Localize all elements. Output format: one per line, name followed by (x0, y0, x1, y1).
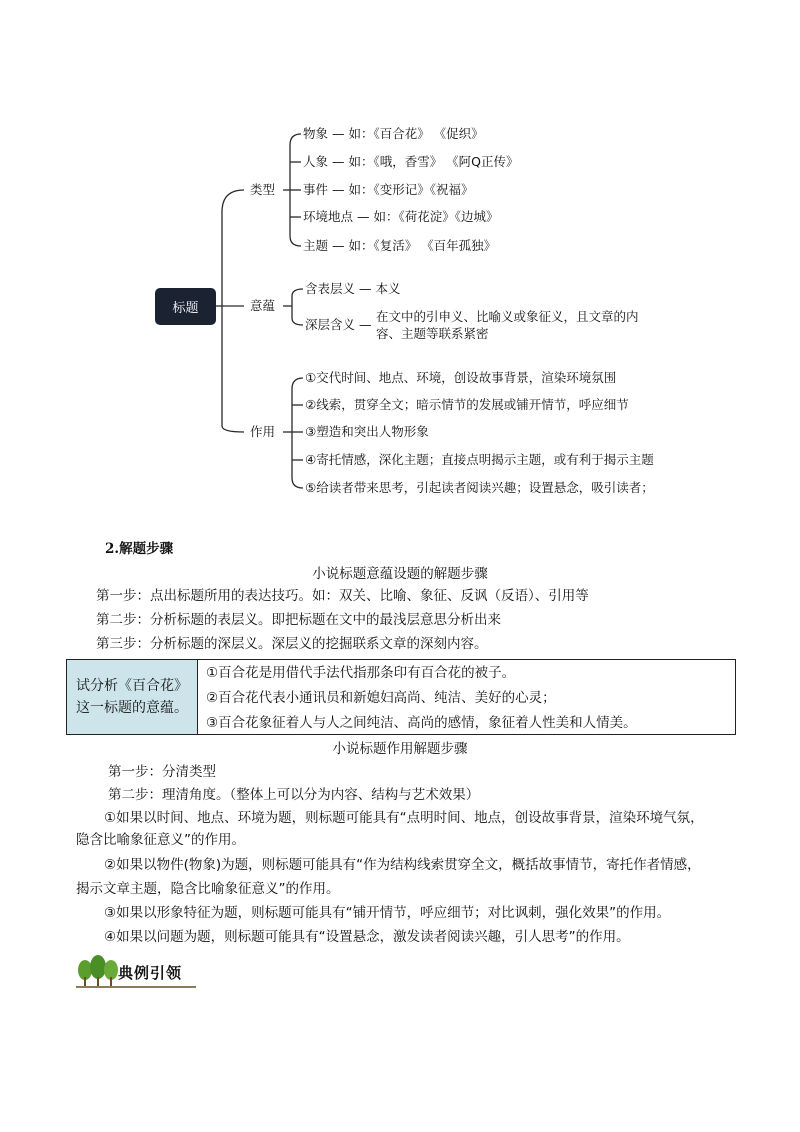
function-item: ②线索，贯穿全文；暗示情节的发展或铺开情节，呼应细节 (305, 397, 629, 412)
paragraph-line: ①如果以时间、地点、环境为题，则标题可能具有“点明时间、地点，创设故事背景，渲染环境气氛， (104, 810, 704, 826)
table-question-line: 这一标题的意蕴。 (76, 700, 188, 716)
table-question-cell (67, 660, 198, 734)
type-item: 人象 — 如：《哦，香雪》 《阿Q正传》 (303, 154, 519, 169)
banner-label: 典例引领 (118, 964, 183, 982)
function-item: ①交代时间、地点、环境，创设故事背景，渲染环境氛围 (305, 370, 617, 385)
section-heading: 2.解题步骤 (105, 541, 174, 557)
type-item: 事件 — 如：《变形记》《祝福》 (303, 182, 474, 197)
paragraph-line: 揭示文章主题，隐含比喻象征意义”的作用。 (76, 881, 340, 897)
step-line: 第一步：分清类型 (108, 764, 216, 780)
section-title-meaning: 小说标题意蕴设题的解题步骤 (312, 566, 488, 582)
type-item: 物象 — 如：《百合花》 《促织》 (303, 126, 484, 141)
meaning-item-surface: 含表层义 — 本义 (305, 281, 401, 296)
meaning-deep-detail: 在文中的引申义、比喻义或象征义，且文章的内 (376, 309, 639, 324)
table-answer-cell (198, 660, 735, 734)
example-table (66, 659, 736, 735)
step-line: 第二步：理清角度。（整体上可以分为内容、结构与艺术效果） (108, 787, 480, 803)
table-answer-line: ③百合花象征着人与人之间纯洁、高尚的感情，象征着人性美和人情美。 (206, 715, 637, 731)
function-item: ⑤给读者带来思考，引起读者阅读兴趣；设置悬念，吸引读者； (305, 480, 654, 495)
paragraph-line: ③如果以形象特征为题，则标题可能具有“铺开情节，呼应细节；对比讽刺，强化效果”的作用。 (104, 905, 671, 921)
branch-meaning: 意蕴 (250, 298, 276, 313)
table-answer-line: ①百合花是用借代手法代指那条印有百合花的被子。 (206, 665, 516, 681)
type-item: 环境地点 — 如：《荷花淀》《边城》 (303, 209, 499, 224)
step-line: 第二步：分析标题的表层义。即把标题在文中的最浅层意思分析出来 (96, 612, 501, 628)
function-item: ④寄托情感，深化主题；直接点明揭示主题，或有利于揭示主题 (305, 452, 654, 467)
section-title-function: 小说标题作用解题步骤 (332, 741, 468, 757)
table-answer-line: ②百合花代表小通讯员和新媳妇高尚、纯洁、美好的心灵； (206, 690, 556, 706)
function-item: ③塑造和突出人物形象 (305, 424, 429, 439)
mindmap-root: 标题 (155, 288, 216, 325)
paragraph-line: 隐含比喻象征意义”的作用。 (76, 832, 245, 848)
meaning-deep-detail: 容、主题等联系紧密 (376, 326, 489, 341)
meaning-item-deep: 深层含义 — (305, 317, 372, 332)
branch-type: 类型 (250, 182, 276, 197)
step-line: 第一步：点出标题所用的表达技巧。如：双关、比喻、象征、反讽（反语）、引用等 (96, 588, 589, 604)
paragraph-line: ④如果以问题为题，则标题可能具有“设置悬念，激发读者阅读兴趣，引人思考”的作用。 (104, 929, 630, 945)
table-question-line: 试分析《百合花》 (76, 678, 188, 694)
branch-function: 作用 (250, 424, 276, 439)
example-banner (76, 955, 200, 989)
step-line: 第三步：分析标题的深层义。深层义的挖掘联系文章的深刻内容。 (96, 636, 488, 652)
paragraph-line: ②如果以物件(物象)为题，则标题可能具有“作为结构线索贯穿全文，概括故事情节，寄托作者情感， (104, 857, 701, 873)
tree-icon (76, 955, 120, 987)
banner-underline (76, 986, 196, 988)
type-item: 主题 — 如：《复活》 《百年孤独》 (303, 238, 497, 253)
